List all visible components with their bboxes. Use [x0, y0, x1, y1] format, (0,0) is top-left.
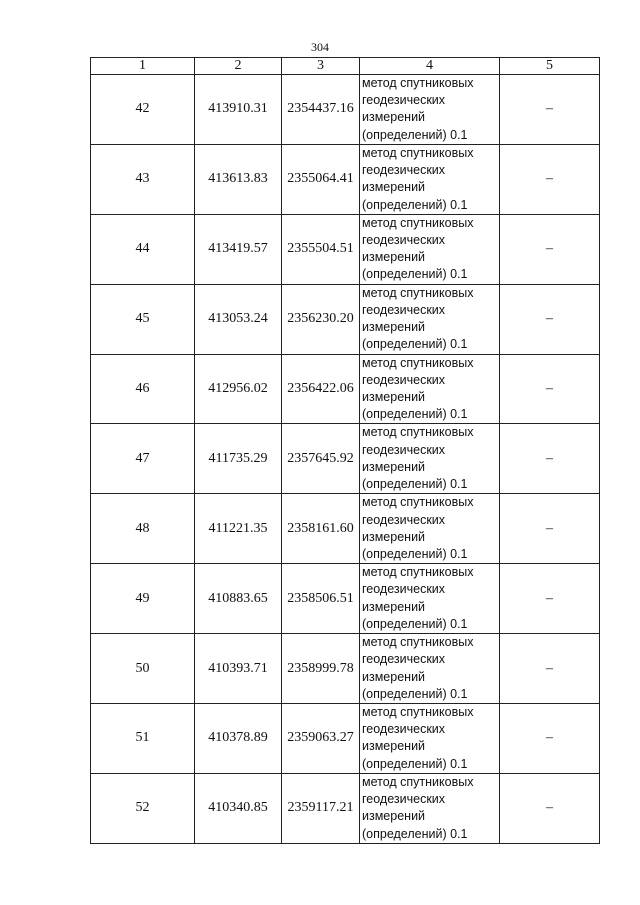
column-header-5: 5: [500, 58, 600, 75]
method-cell: [360, 634, 500, 704]
x-coordinate-cell: 410378.89: [195, 704, 282, 774]
method-cell: [360, 773, 500, 843]
y-coordinate-cell: 2355504.51: [282, 214, 360, 284]
method-cell: [360, 564, 500, 634]
column-header-1: 1: [91, 58, 195, 75]
note-cell: –: [500, 494, 600, 564]
coordinates-table: [90, 57, 600, 844]
table-row: [91, 704, 600, 774]
table-row: [91, 564, 600, 634]
method-line: метод спутниковых: [362, 565, 474, 580]
method-line: (определений) 0.1: [362, 197, 468, 212]
point-number-cell: 46: [91, 354, 195, 424]
method-cell: [360, 494, 500, 564]
method-line: геодезических: [362, 93, 446, 108]
method-cell: [360, 214, 500, 284]
method-cell: [360, 144, 500, 214]
method-line: метод спутниковых: [362, 495, 474, 510]
x-coordinate-cell: 412956.02: [195, 354, 282, 424]
method-line: измерений: [362, 809, 426, 824]
table-row: [91, 284, 600, 354]
point-number-cell: 44: [91, 214, 195, 284]
method-line: геодезических: [362, 442, 446, 457]
method-line: метод спутниковых: [362, 774, 474, 789]
method-line: (определений) 0.1: [362, 407, 468, 422]
method-cell: [360, 354, 500, 424]
method-line: метод спутниковых: [362, 285, 474, 300]
method-cell: [360, 75, 500, 145]
note-cell: –: [500, 284, 600, 354]
method-line: измерений: [362, 389, 426, 404]
table-row: [91, 354, 600, 424]
method-line: геодезических: [362, 792, 446, 807]
note-cell: –: [500, 354, 600, 424]
x-coordinate-cell: 410393.71: [195, 634, 282, 704]
y-coordinate-cell: 2354437.16: [282, 75, 360, 145]
y-coordinate-cell: 2359117.21: [282, 773, 360, 843]
method-cell: [360, 704, 500, 774]
method-line: (определений) 0.1: [362, 686, 468, 701]
method-line: измерений: [362, 599, 426, 614]
note-cell: –: [500, 75, 600, 145]
method-line: (определений) 0.1: [362, 616, 468, 631]
method-line: метод спутниковых: [362, 705, 474, 720]
table-row: [91, 214, 600, 284]
note-cell: –: [500, 704, 600, 774]
method-cell: [360, 424, 500, 494]
method-line: (определений) 0.1: [362, 337, 468, 352]
column-header-4: 4: [360, 58, 500, 75]
note-cell: –: [500, 773, 600, 843]
method-line: геодезических: [362, 302, 446, 317]
point-number-cell: 42: [91, 75, 195, 145]
point-number-cell: 52: [91, 773, 195, 843]
y-coordinate-cell: 2355064.41: [282, 144, 360, 214]
note-cell: –: [500, 424, 600, 494]
method-line: метод спутниковых: [362, 635, 474, 650]
table-row: [91, 424, 600, 494]
note-cell: –: [500, 564, 600, 634]
note-cell: –: [500, 144, 600, 214]
method-line: метод спутниковых: [362, 145, 474, 160]
x-coordinate-cell: 410883.65: [195, 564, 282, 634]
method-line: метод спутниковых: [362, 355, 474, 370]
method-line: геодезических: [362, 512, 446, 527]
method-line: геодезических: [362, 372, 446, 387]
x-coordinate-cell: 413910.31: [195, 75, 282, 145]
method-cell: [360, 284, 500, 354]
x-coordinate-cell: 411735.29: [195, 424, 282, 494]
method-line: метод спутниковых: [362, 425, 474, 440]
table-body: [91, 75, 600, 844]
x-coordinate-cell: 413613.83: [195, 144, 282, 214]
method-line: (определений) 0.1: [362, 477, 468, 492]
header-row: [91, 58, 600, 75]
point-number-cell: 51: [91, 704, 195, 774]
y-coordinate-cell: 2357645.92: [282, 424, 360, 494]
table-row: [91, 144, 600, 214]
method-line: (определений) 0.1: [362, 756, 468, 771]
point-number-cell: 43: [91, 144, 195, 214]
method-line: метод спутниковых: [362, 215, 474, 230]
note-cell: –: [500, 214, 600, 284]
method-line: измерений: [362, 739, 426, 754]
method-line: геодезических: [362, 163, 446, 178]
table-header: [91, 58, 600, 75]
method-line: измерений: [362, 250, 426, 265]
method-line: измерений: [362, 180, 426, 195]
method-line: измерений: [362, 459, 426, 474]
y-coordinate-cell: 2358999.78: [282, 634, 360, 704]
y-coordinate-cell: 2358506.51: [282, 564, 360, 634]
method-line: (определений) 0.1: [362, 826, 468, 841]
column-header-2: 2: [195, 58, 282, 75]
y-coordinate-cell: 2359063.27: [282, 704, 360, 774]
x-coordinate-cell: 410340.85: [195, 773, 282, 843]
y-coordinate-cell: 2356422.06: [282, 354, 360, 424]
method-line: измерений: [362, 110, 426, 125]
method-line: геодезических: [362, 582, 446, 597]
x-coordinate-cell: 413419.57: [195, 214, 282, 284]
x-coordinate-cell: 411221.35: [195, 494, 282, 564]
column-header-3: 3: [282, 58, 360, 75]
table-row: [91, 75, 600, 145]
page-number: 304: [311, 40, 329, 54]
method-line: измерений: [362, 529, 426, 544]
y-coordinate-cell: 2356230.20: [282, 284, 360, 354]
point-number-cell: 49: [91, 564, 195, 634]
method-line: (определений) 0.1: [362, 127, 468, 142]
method-line: измерений: [362, 320, 426, 335]
method-line: геодезических: [362, 232, 446, 247]
method-line: (определений) 0.1: [362, 267, 468, 282]
point-number-cell: 45: [91, 284, 195, 354]
method-line: геодезических: [362, 652, 446, 667]
method-line: геодезических: [362, 722, 446, 737]
method-line: (определений) 0.1: [362, 546, 468, 561]
note-cell: –: [500, 634, 600, 704]
table-row: [91, 773, 600, 843]
method-line: измерений: [362, 669, 426, 684]
x-coordinate-cell: 413053.24: [195, 284, 282, 354]
point-number-cell: 48: [91, 494, 195, 564]
table-row: [91, 494, 600, 564]
y-coordinate-cell: 2358161.60: [282, 494, 360, 564]
table-row: [91, 634, 600, 704]
method-line: метод спутниковых: [362, 76, 474, 90]
point-number-cell: 50: [91, 634, 195, 704]
point-number-cell: 47: [91, 424, 195, 494]
